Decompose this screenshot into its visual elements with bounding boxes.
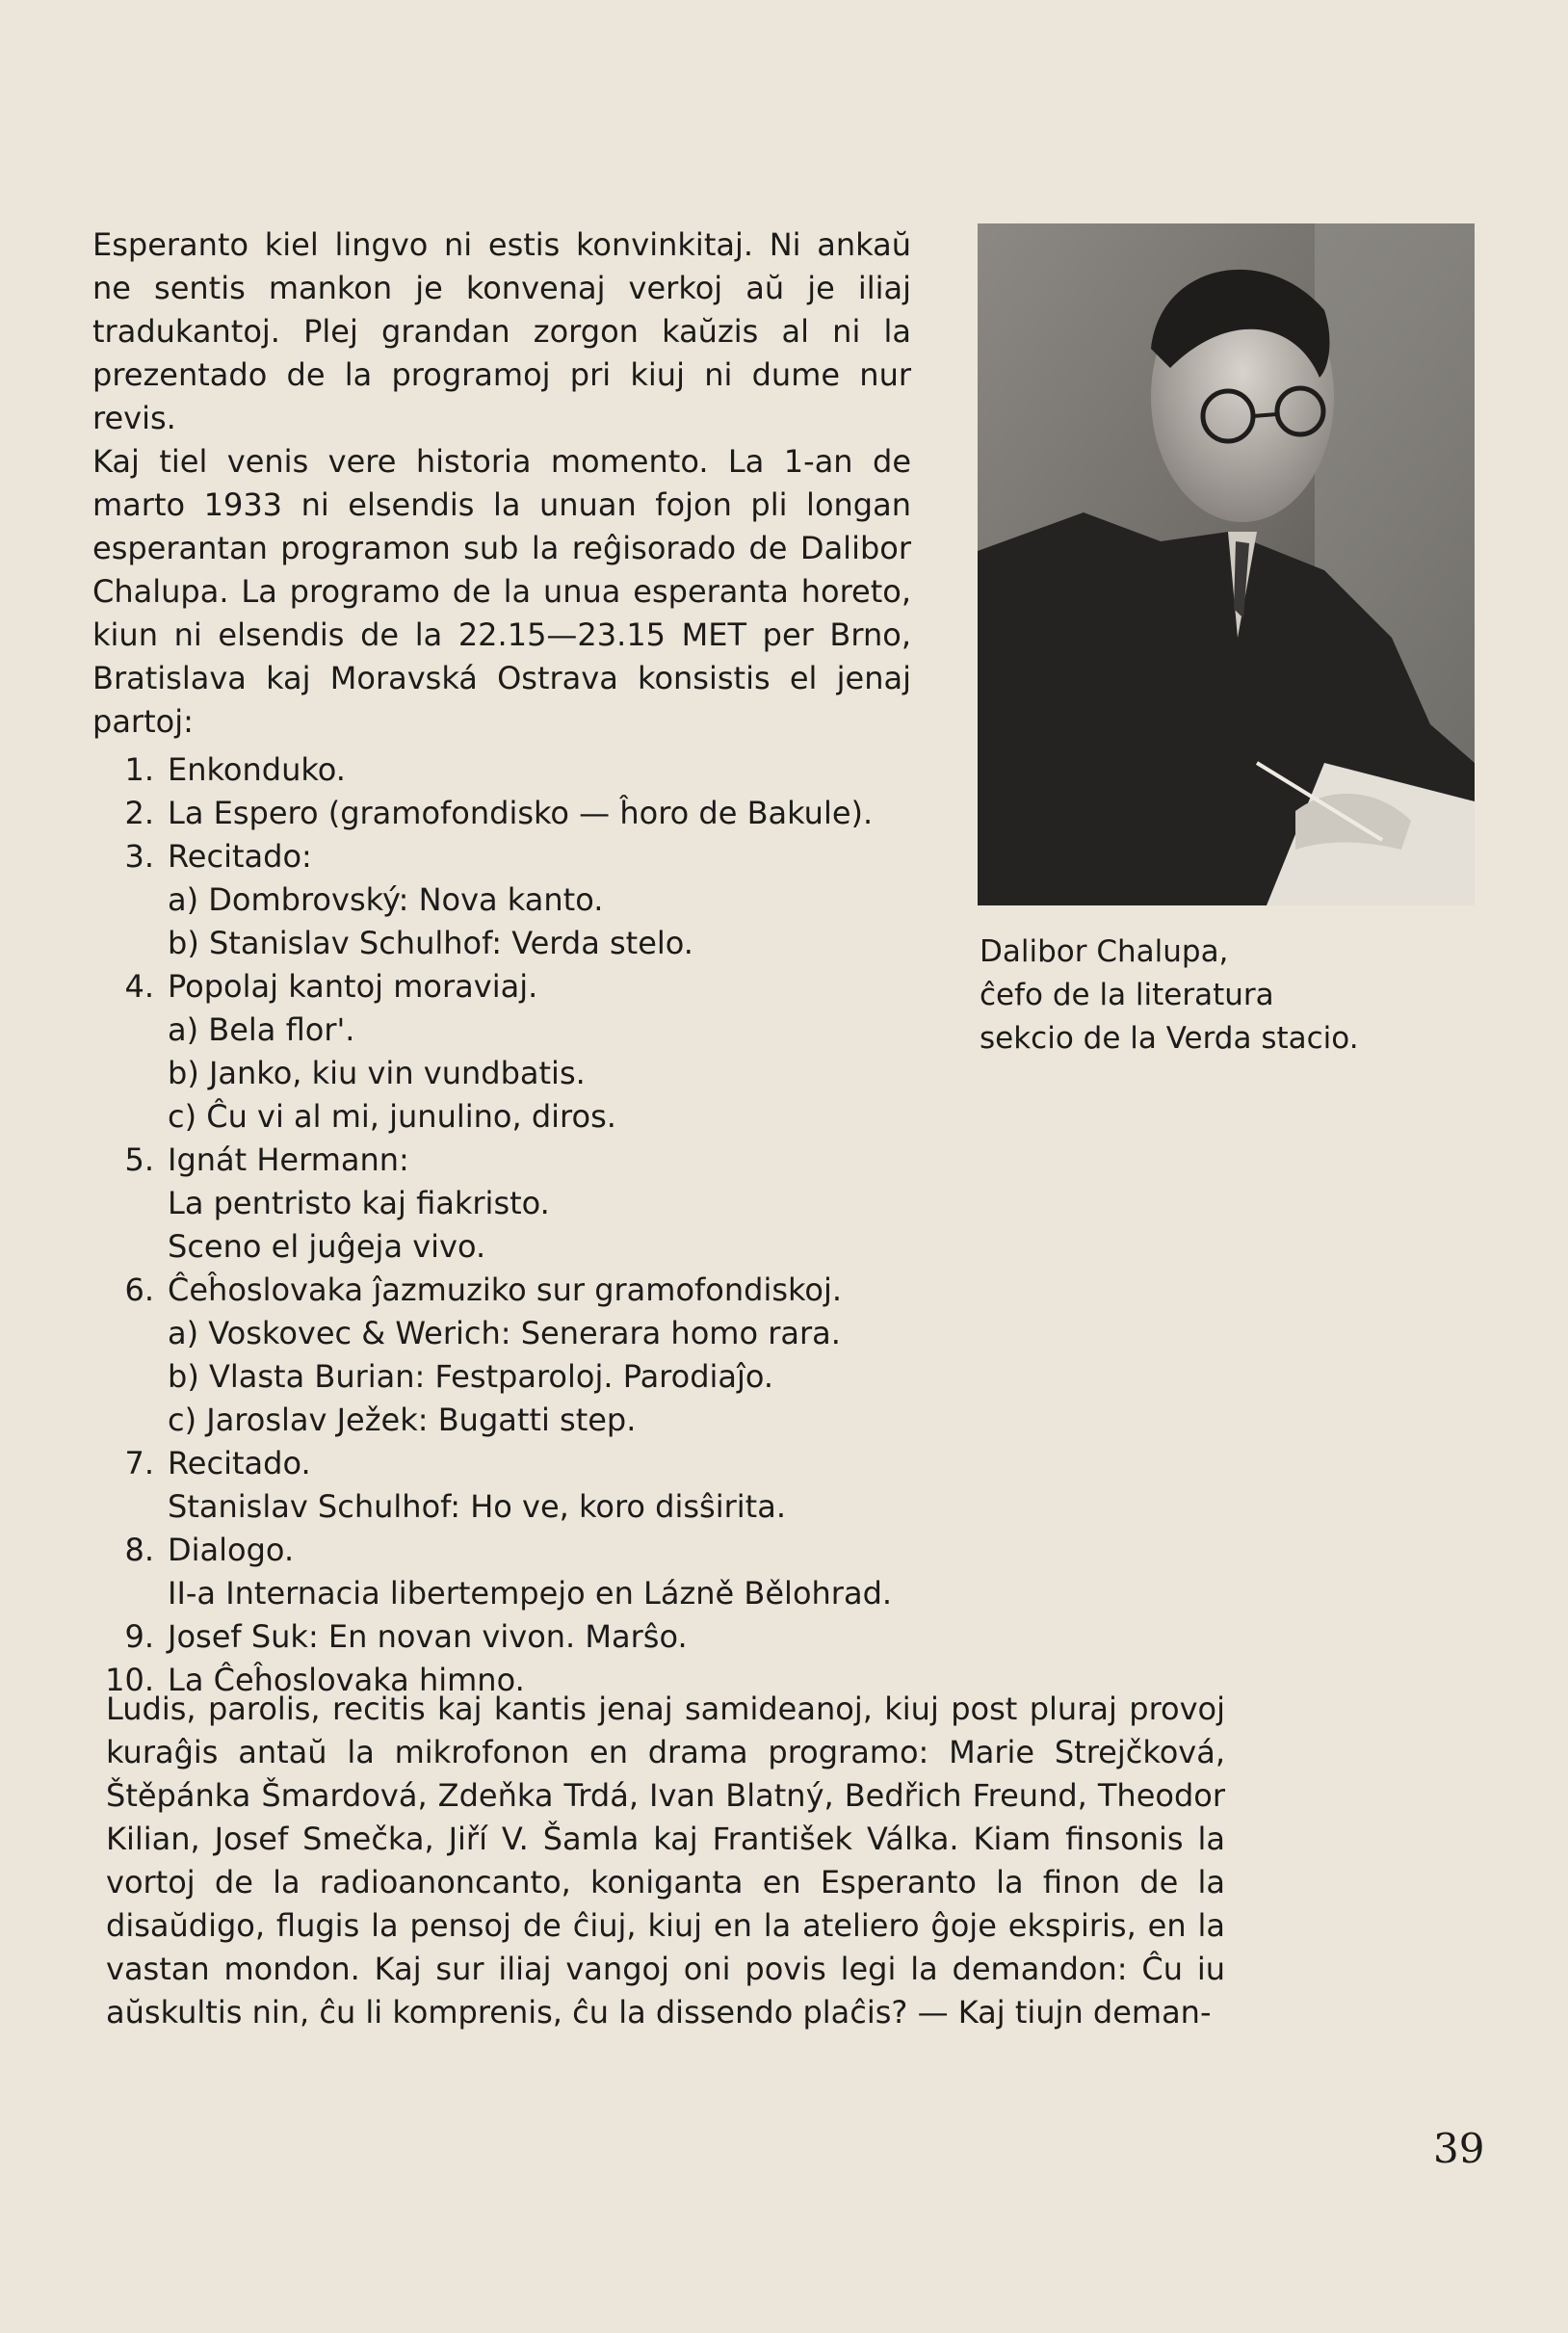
portrait-photo: [978, 223, 1475, 905]
program-item-5: [92, 1139, 1017, 1269]
sub-item: a) Voskovec & Werich: Senerara homo rara.: [168, 1315, 841, 1351]
sub-item: a) Bela flor'.: [168, 1011, 355, 1048]
sub-item: b) Vlasta Burian: Festparoloj. Parodiaĵo.: [168, 1358, 774, 1395]
item-text: Ĉeĥoslovaka ĵazmuziko sur gramofondiskoj.: [168, 1271, 843, 1308]
program-item-4: [92, 965, 1017, 1139]
page-number: 39: [1433, 2125, 1485, 2172]
item-number: 2.: [124, 795, 154, 831]
caption-line: Dalibor Chalupa,: [980, 934, 1229, 969]
item-number: 3.: [124, 838, 154, 875]
program-item-2: [92, 792, 1017, 835]
sub-item: La pentristo kaj fiakristo.: [168, 1185, 550, 1221]
sub-item: Sceno el juĝeja vivo.: [168, 1228, 486, 1265]
intro-paragraph-1: Esperanto kiel lingvo ni estis konvinkitaj. Ni ankaŭ ne sentis mankon je konvenaj verkoj aŭ je iliaj tradukantoj. Plej grandan zorgon kaŭzis al ni la prezentado de la programoj pri kiuj ni dume nur revis.: [92, 226, 911, 436]
intro-paragraph-2: Kaj tiel venis vere historia momento. La 1-an de marto 1933 ni elsendis la unuan fojon pli longan esperantan programon sub la reĝisorado de Dalibor Chalupa. La programo de la unua esperanta horeto, kiun ni elsendis de la 22.15—23.15 MET per Brno, Bratislava kaj Moravská Ostrava konsistis el jenaj partoj:: [92, 443, 911, 740]
program-item-9: [92, 1615, 1017, 1659]
program-item-3: [92, 835, 1017, 965]
program-item-7: [92, 1442, 1017, 1529]
item-text: Recitado.: [168, 1445, 311, 1481]
item-number: 1.: [124, 751, 154, 788]
sub-item: c) Ĉu vi al mi, junulino, diros.: [168, 1098, 616, 1135]
item-number: 5.: [124, 1141, 154, 1178]
program-list: [92, 748, 1017, 1702]
caption-line: ĉefo de la literatura: [980, 978, 1274, 1012]
sub-item: a) Dombrovský: Nova kanto.: [168, 881, 604, 918]
item-number: 4.: [124, 968, 154, 1005]
item-text: Josef Suk: En novan vivon. Marŝo.: [168, 1618, 688, 1655]
item-number: 6.: [124, 1271, 154, 1308]
sub-item: c) Jaroslav Ježek: Bugatti step.: [168, 1402, 637, 1438]
program-item-8: [92, 1529, 1017, 1615]
caption-line: sekcio de la Verda stacio.: [980, 1021, 1359, 1056]
sub-item: Stanislav Schulhof: Ho ve, koro disŝirita.: [168, 1488, 786, 1525]
sub-item: b) Stanislav Schulhof: Verda stelo.: [168, 925, 693, 961]
item-text: Ignát Hermann:: [168, 1141, 409, 1178]
program-item-6: [92, 1269, 1017, 1442]
item-number: 8.: [124, 1532, 154, 1568]
item-text: La Ĉeĥoslovaka himno.: [168, 1662, 525, 1698]
portrait-illustration: [978, 223, 1475, 905]
closing-text: [106, 1688, 1225, 2034]
sub-item: II-a Internacia libertempejo en Lázně Bělohrad.: [168, 1575, 893, 1612]
intro-text: [92, 223, 911, 744]
sub-item: b) Janko, kiu vin vundbatis.: [168, 1055, 586, 1091]
item-number: 7.: [124, 1445, 154, 1481]
closing-paragraph: Ludis, parolis, recitis kaj kantis jenaj samideanoj, kiuj post pluraj provoj kuraĝis antaŭ la mikrofonon en drama programo: Marie Strejčková, Štěpánka Šmardová, Zdeňka Trdá, Ivan Blatný, Bedřich Freund, Theodor Kilian, Josef Smečka, Jiří V. Šamla kaj František Válka. Kiam finsonis la vortoj de la radioanoncanto, koniganta en Esperanto la finon de la disaŭdigo, flugis la pensoj de ĉiuj, kiuj en la ateliero ĝoje ekspiris, en la vastan mondon. Kaj sur iliaj vangoj oni povis legi la demandon: Ĉu iu aŭskultis nin, ĉu li komprenis, ĉu la dissendo plaĉis? — Kaj tiujn deman-: [106, 1691, 1225, 2031]
item-text: Popolaj kantoj moraviaj.: [168, 968, 538, 1005]
item-text: Recitado:: [168, 838, 312, 875]
item-text: Dialogo.: [168, 1532, 295, 1568]
item-text: La Espero (gramofondisko — ĥoro de Bakule).: [168, 795, 874, 831]
photo-caption: [980, 931, 1480, 1061]
item-number: 10.: [105, 1662, 154, 1698]
program-item-1: [92, 748, 1017, 792]
item-number: 9.: [124, 1618, 154, 1655]
item-text: Enkonduko.: [168, 751, 346, 788]
